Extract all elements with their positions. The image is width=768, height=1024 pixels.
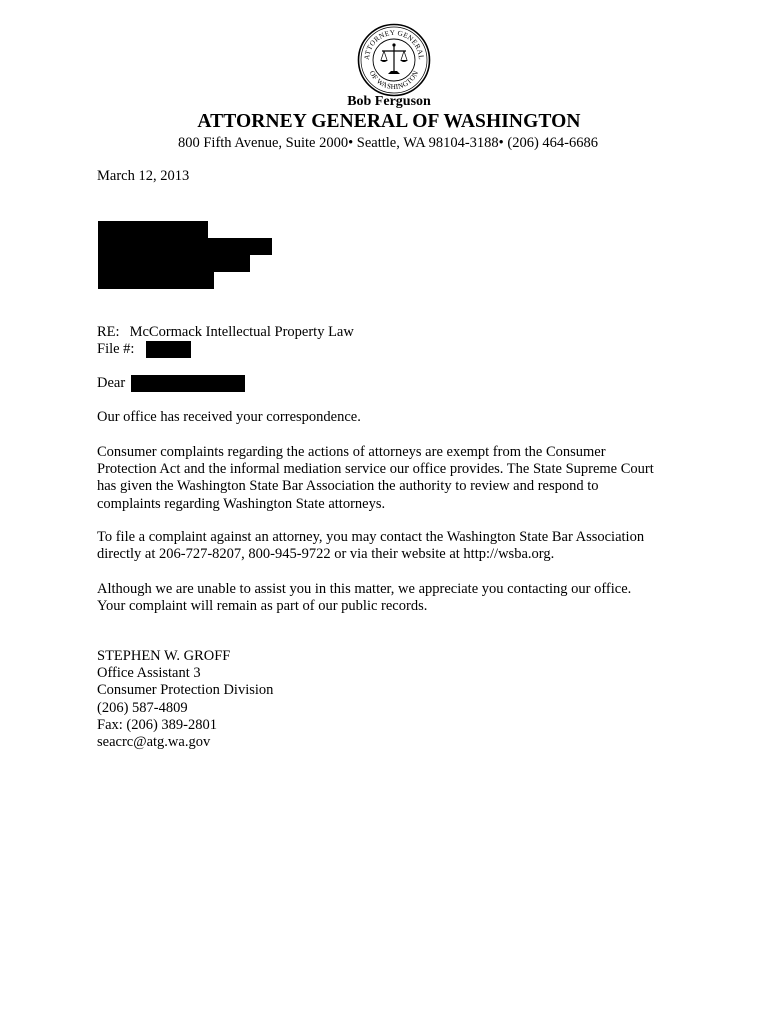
paragraph-line: To file a complaint against an attorney, you may contact the Washington State Bar Association: [97, 529, 645, 545]
paragraph-line: Our office has received your correspondence.: [97, 409, 361, 425]
paragraph-how-to-file: [97, 529, 677, 563]
seal-text-bottom: OF WASHINGTON: [367, 69, 421, 92]
signature-division: Consumer Protection Division: [97, 682, 274, 699]
paragraph-line: Consumer complaints regarding the actions of attorneys are exempt from the Consumer: [97, 444, 606, 460]
seal-text-top: ATTORNEY GENERAL: [362, 28, 426, 61]
paragraph-line: directly at 206-727-8207, 800-945-9722 or via their website at http://wsba.org.: [97, 546, 555, 563]
redacted-recipient-line-2: [98, 238, 272, 255]
signature-email: seacrc@atg.wa.gov: [97, 734, 211, 751]
salutation: Dear: [97, 375, 126, 391]
attorney-general-name: Bob Ferguson: [347, 94, 431, 109]
signature-block: [97, 648, 677, 751]
signature-fax: Fax: (206) 389-2801: [97, 716, 218, 733]
paragraph-line: has given the Washington State Bar Association the authority to review and respond to: [97, 478, 599, 495]
signature-position: Office Assistant 3: [97, 665, 201, 682]
redacted-recipient-line-4: [98, 272, 214, 289]
paragraph-exemption: [97, 444, 677, 513]
signature-phone: (206) 587-4809: [97, 699, 188, 716]
redacted-recipient-name: [131, 375, 245, 392]
paragraph-received: [97, 409, 677, 426]
attorney-general-seal-logo: [357, 23, 431, 97]
re-label: RE:: [97, 324, 120, 340]
office-title: ATTORNEY GENERAL OF WASHINGTON: [197, 111, 581, 132]
paragraph-line: Although we are unable to assist you in this matter, we appreciate you contacting our office.: [97, 581, 632, 597]
file-number-label: File #:: [97, 341, 135, 357]
redacted-file-number: [146, 341, 191, 358]
re-line: [97, 324, 354, 341]
paragraph-closing: [97, 581, 677, 615]
redacted-recipient-line-3: [98, 255, 250, 272]
redacted-recipient-line-1: [98, 221, 208, 238]
paragraph-line: Protection Act and the informal mediation service our office provides. The State Supreme Court: [97, 461, 654, 478]
office-address: 800 Fifth Avenue, Suite 2000• Seattle, WA 98104-3188• (206) 464-6686: [177, 135, 598, 151]
re-subject: McCormack Intellectual Property Law: [129, 324, 354, 340]
paragraph-line: complaints regarding Washington State attorneys.: [97, 495, 386, 512]
signature-name: STEPHEN W. GROFF: [97, 648, 231, 664]
letter-date: March 12, 2013: [97, 168, 190, 184]
paragraph-line: Your complaint will remain as part of our public records.: [97, 598, 428, 615]
